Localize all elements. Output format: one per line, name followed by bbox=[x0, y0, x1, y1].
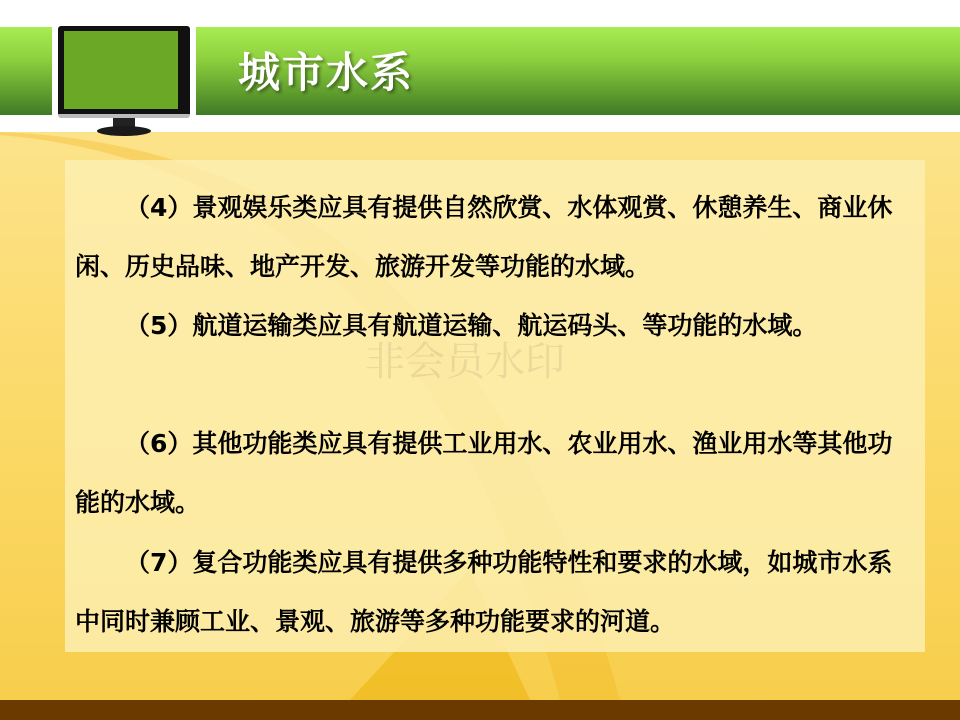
monitor-base bbox=[97, 126, 151, 136]
paragraph-4: （4）景观娱乐类应具有提供自然欣赏、水体观赏、休憩养生、商业休闲、历史品味、地产开发、旅游开发等功能的水域。 bbox=[75, 193, 893, 281]
monitor-icon bbox=[58, 26, 190, 118]
header-band-left bbox=[0, 27, 52, 115]
slide-title: 城市水系 bbox=[238, 48, 415, 97]
footer-bar bbox=[0, 700, 960, 720]
monitor-screen bbox=[64, 31, 178, 109]
content-box bbox=[65, 160, 925, 652]
monitor-stand bbox=[97, 118, 151, 136]
paragraph-5: （5）航道运输类应具有航道运输、航运码头、等功能的水域。 bbox=[125, 311, 818, 340]
watermark: 非会员水印 bbox=[365, 339, 565, 385]
paragraph-7: （7）复合功能类应具有提供多种功能特性和要求的水域，如城市水系中同时兼顾工业、景观、旅游等多种功能要求的河道。 bbox=[75, 548, 893, 636]
paragraph-6: （6）其他功能类应具有提供工业用水、农业用水、渔业用水等其他功能的水域。 bbox=[75, 429, 893, 517]
